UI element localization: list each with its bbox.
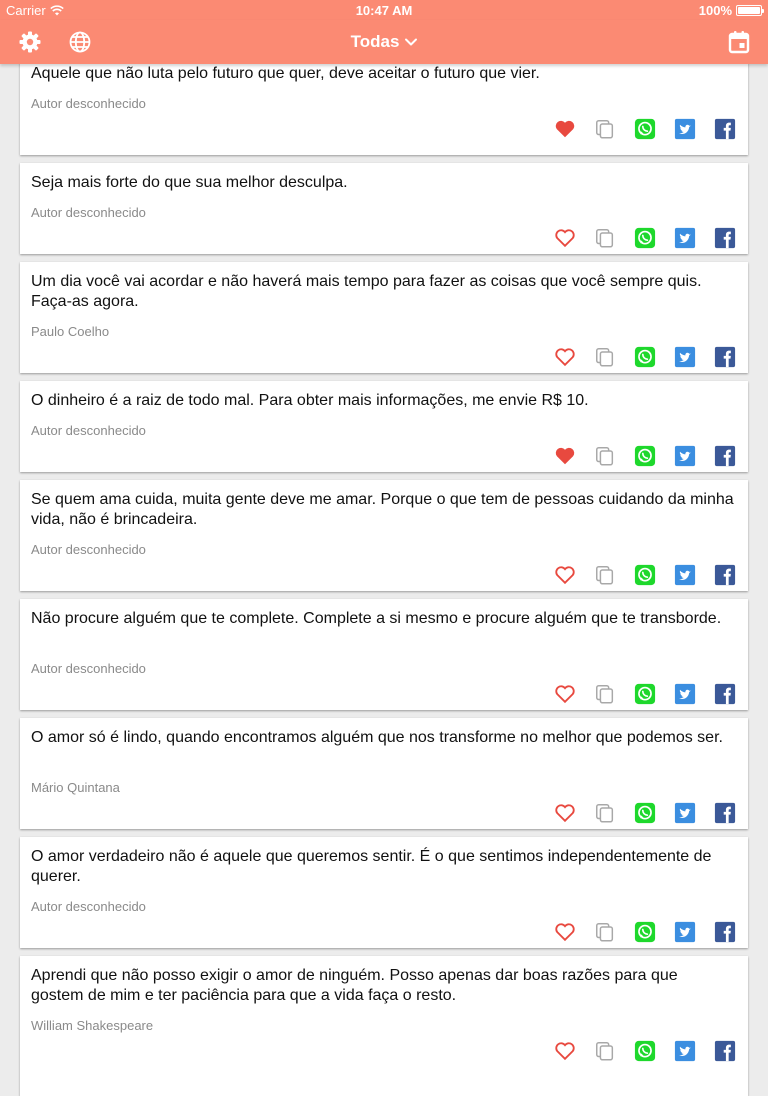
quote-actions <box>554 683 734 705</box>
calendar-icon[interactable] <box>728 30 752 54</box>
quote-author: Autor desconhecido <box>31 542 146 557</box>
facebook-share-icon[interactable] <box>714 1040 736 1062</box>
favorite-heart-icon[interactable] <box>554 1040 576 1062</box>
favorite-heart-icon[interactable] <box>554 118 576 140</box>
quote-text: O dinheiro é a raiz de todo mal. Para obter mais informações, me envie R$ 10. <box>31 392 589 409</box>
quote-actions <box>554 118 734 140</box>
category-selector[interactable] <box>0 32 768 52</box>
quote-text: O amor verdadeiro não é aquele que queremos sentir. É o que sentimos independentemente de querer. <box>31 848 712 885</box>
quote-card <box>20 956 748 1096</box>
battery-icon <box>736 5 762 16</box>
quote-author: Autor desconhecido <box>31 423 146 438</box>
twitter-share-icon[interactable] <box>674 1040 696 1062</box>
facebook-share-icon[interactable] <box>714 227 736 249</box>
quote-text: Seja mais forte do que sua melhor desculpa. <box>31 174 348 191</box>
copy-icon[interactable] <box>594 445 616 467</box>
clock: 10:47 AM <box>355 3 413 18</box>
twitter-share-icon[interactable] <box>674 802 696 824</box>
quote-card <box>20 381 748 472</box>
quote-author: Autor desconhecido <box>31 661 146 676</box>
whatsapp-share-icon[interactable] <box>634 564 656 586</box>
quote-card <box>20 837 748 948</box>
quote-author: William Shakespeare <box>31 1018 154 1033</box>
quote-card <box>20 480 748 591</box>
copy-icon[interactable] <box>594 118 616 140</box>
whatsapp-share-icon[interactable] <box>634 346 656 368</box>
quote-actions <box>554 564 734 586</box>
copy-icon[interactable] <box>594 1040 616 1062</box>
nav-title: Todas <box>350 32 400 51</box>
favorite-heart-icon[interactable] <box>554 564 576 586</box>
facebook-share-icon[interactable] <box>714 802 736 824</box>
twitter-share-icon[interactable] <box>674 683 696 705</box>
status-bar <box>0 0 768 20</box>
whatsapp-share-icon[interactable] <box>634 802 656 824</box>
quote-author: Mário Quintana <box>31 780 120 795</box>
quote-list[interactable] <box>0 64 768 1033</box>
quote-card <box>20 54 748 155</box>
favorite-heart-icon[interactable] <box>554 445 576 467</box>
twitter-share-icon[interactable] <box>674 445 696 467</box>
quote-author: Paulo Coelho <box>31 324 110 339</box>
whatsapp-share-icon[interactable] <box>634 921 656 943</box>
quote-author: Autor desconhecido <box>31 96 146 111</box>
twitter-share-icon[interactable] <box>674 118 696 140</box>
quote-text: Não procure alguém que te complete. Complete a si mesmo e procure alguém que te transborde. <box>31 610 722 627</box>
favorite-heart-icon[interactable] <box>554 802 576 824</box>
quote-actions <box>554 445 734 467</box>
whatsapp-share-icon[interactable] <box>634 445 656 467</box>
whatsapp-share-icon[interactable] <box>634 1040 656 1062</box>
quote-card <box>20 718 748 829</box>
quote-text: Um dia você vai acordar e não haverá mais tempo para fazer as coisas que você sempre quis. Faça-as agora. <box>31 273 702 310</box>
quote-text: O amor só é lindo, quando encontramos alguém que nos transforme no melhor que podemos ser. <box>31 729 723 746</box>
battery-indicator <box>699 3 762 18</box>
quote-actions <box>554 346 734 368</box>
quote-text: Aquele que não luta pelo futuro que quer, deve aceitar o futuro que vier. <box>31 65 540 82</box>
facebook-share-icon[interactable] <box>714 445 736 467</box>
facebook-share-icon[interactable] <box>714 683 736 705</box>
favorite-heart-icon[interactable] <box>554 227 576 249</box>
quote-card <box>20 599 748 710</box>
quote-author: Autor desconhecido <box>31 205 146 220</box>
copy-icon[interactable] <box>594 802 616 824</box>
facebook-share-icon[interactable] <box>714 921 736 943</box>
quote-actions <box>554 802 734 824</box>
favorite-heart-icon[interactable] <box>554 346 576 368</box>
quote-text: Aprendi que não posso exigir o amor de ninguém. Posso apenas dar boas razões para que gostem de mim e ter paciência para que a vida faça o resto. <box>31 967 678 1004</box>
navigation-bar <box>0 20 768 64</box>
copy-icon[interactable] <box>594 564 616 586</box>
quote-actions <box>554 1040 734 1062</box>
chevron-down-icon <box>405 38 417 46</box>
quote-card <box>20 262 748 373</box>
twitter-share-icon[interactable] <box>674 346 696 368</box>
twitter-share-icon[interactable] <box>674 564 696 586</box>
quote-card <box>20 163 748 254</box>
facebook-share-icon[interactable] <box>714 564 736 586</box>
battery-percent: 100% <box>698 3 732 18</box>
favorite-heart-icon[interactable] <box>554 683 576 705</box>
quote-text: Se quem ama cuida, muita gente deve me amar. Porque o que tem de pessoas cuidando da minha vida, não é brincadeira. <box>31 491 734 528</box>
quote-actions <box>554 227 734 249</box>
quote-author: Autor desconhecido <box>31 899 146 914</box>
facebook-share-icon[interactable] <box>714 346 736 368</box>
whatsapp-share-icon[interactable] <box>634 683 656 705</box>
favorite-heart-icon[interactable] <box>554 921 576 943</box>
twitter-share-icon[interactable] <box>674 921 696 943</box>
twitter-share-icon[interactable] <box>674 227 696 249</box>
facebook-share-icon[interactable] <box>714 118 736 140</box>
whatsapp-share-icon[interactable] <box>634 118 656 140</box>
copy-icon[interactable] <box>594 227 616 249</box>
whatsapp-share-icon[interactable] <box>634 227 656 249</box>
copy-icon[interactable] <box>594 346 616 368</box>
copy-icon[interactable] <box>594 921 616 943</box>
carrier-label: Carrier <box>6 3 46 18</box>
quote-actions <box>554 921 734 943</box>
copy-icon[interactable] <box>594 683 616 705</box>
